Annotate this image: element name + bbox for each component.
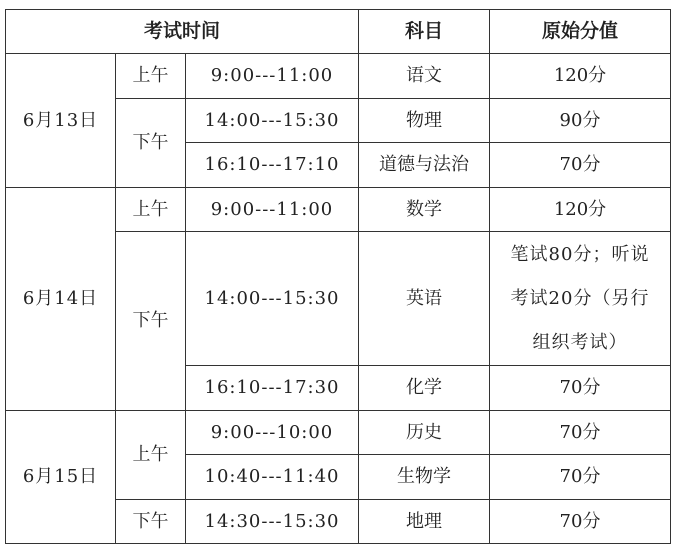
exam-schedule-table (5, 9, 671, 544)
exam-time: 9:00---11:00 (186, 187, 359, 231)
exam-subject: 历史 (359, 410, 490, 454)
exam-score: 70分 (490, 499, 671, 544)
header-subject: 科目 (359, 10, 490, 54)
exam-score: 120分 (490, 54, 671, 98)
exam-period: 下午 (116, 232, 186, 411)
exam-subject: 生物学 (359, 455, 490, 499)
score-note-line: 考试20分（另行 (510, 287, 650, 309)
exam-subject: 英语 (359, 232, 490, 366)
exam-score: 70分 (490, 143, 671, 187)
score-note-line: 笔试80分；听说 (510, 243, 650, 265)
exam-time: 14:00---15:30 (186, 98, 359, 142)
table-row (6, 187, 671, 231)
exam-subject: 化学 (359, 366, 490, 410)
header-score: 原始分值 (490, 10, 671, 54)
exam-score: 90分 (490, 98, 671, 142)
exam-score: 70分 (490, 410, 671, 454)
score-note-line: 组织考试） (532, 331, 628, 353)
table-row (6, 410, 671, 454)
exam-score: 70分 (490, 366, 671, 410)
exam-time: 14:30---15:30 (186, 499, 359, 544)
exam-time: 16:10---17:10 (186, 143, 359, 187)
exam-score: 120分 (490, 187, 671, 231)
exam-date: 6月13日 (6, 54, 116, 187)
exam-subject: 语文 (359, 54, 490, 98)
exam-date: 6月15日 (6, 410, 116, 543)
exam-period: 上午 (116, 54, 186, 98)
exam-time: 14:00---15:30 (186, 232, 359, 366)
exam-period: 上午 (116, 410, 186, 499)
exam-time: 9:00---10:00 (186, 410, 359, 454)
header-exam-time: 考试时间 (6, 10, 359, 54)
exam-period: 下午 (116, 98, 186, 187)
exam-period: 下午 (116, 499, 186, 544)
exam-time: 16:10---17:30 (186, 366, 359, 410)
exam-time: 10:40---11:40 (186, 455, 359, 499)
exam-date: 6月14日 (6, 187, 116, 410)
exam-subject: 道德与法治 (359, 143, 490, 187)
exam-time: 9:00---11:00 (186, 54, 359, 98)
exam-period: 上午 (116, 187, 186, 231)
exam-score-note (490, 232, 671, 366)
exam-score: 70分 (490, 455, 671, 499)
exam-subject: 地理 (359, 499, 490, 544)
exam-subject: 物理 (359, 98, 490, 142)
header-row (6, 10, 671, 54)
exam-subject: 数学 (359, 187, 490, 231)
table-row (6, 54, 671, 98)
